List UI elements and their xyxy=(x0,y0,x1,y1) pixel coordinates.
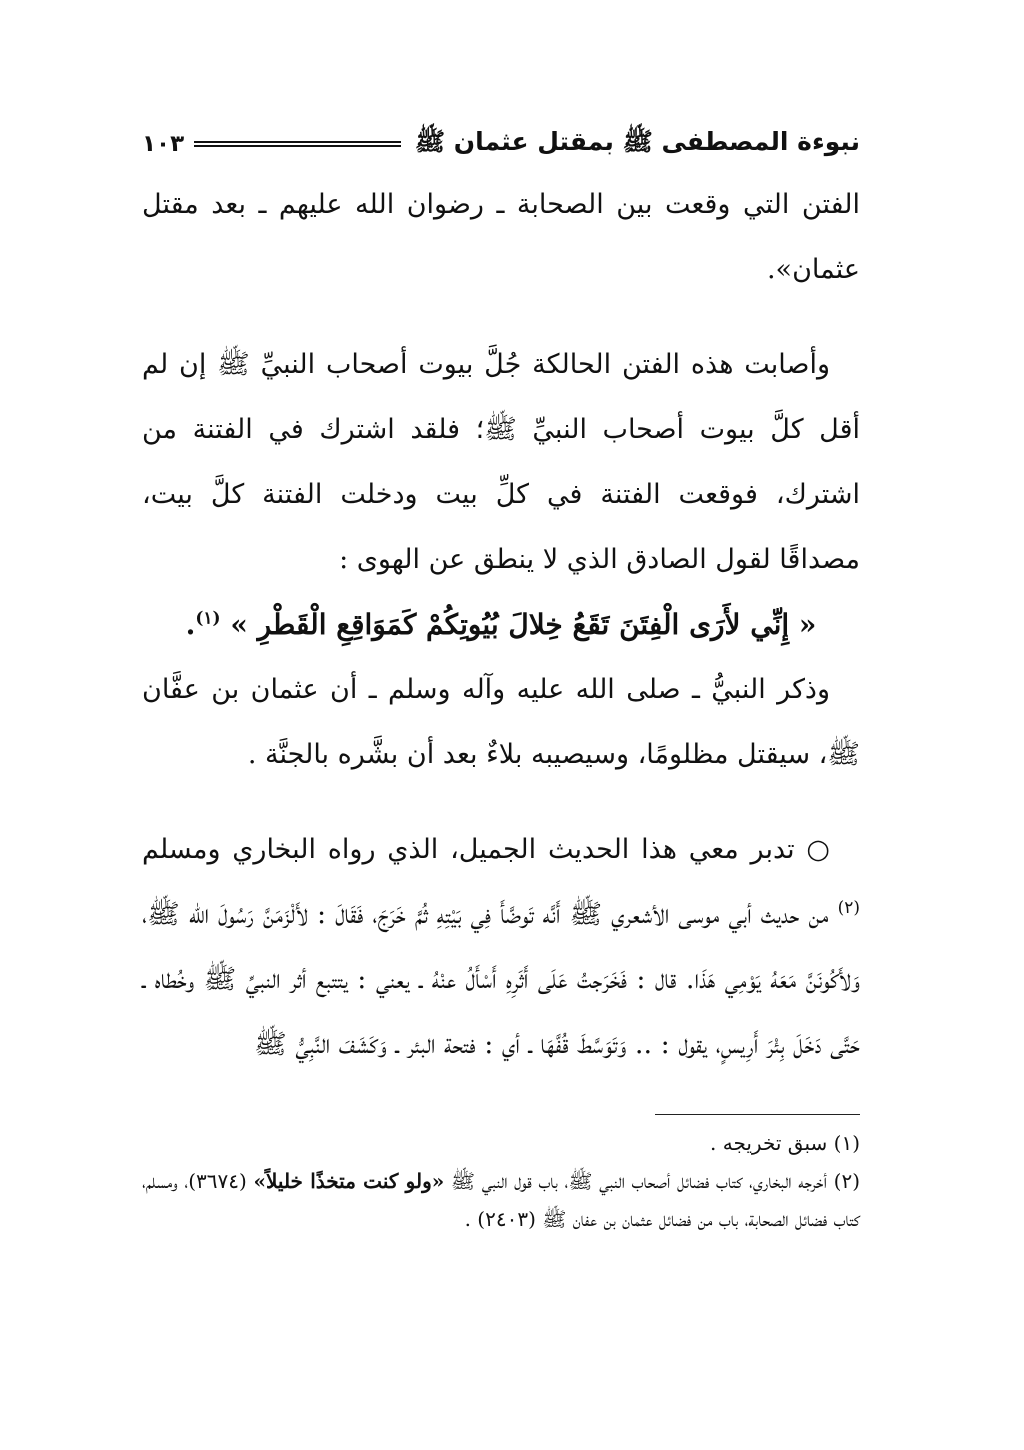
header-title: نبوءة المصطفى ﷺ بمقتل عثمان ﷺ xyxy=(414,126,860,156)
footnote-ref-2: (٢) xyxy=(837,898,860,918)
paragraph-1: الفتن التي وقعت بين الصحابة ـ رضوان الله عليهم ـ بعد مقتل عثمان». xyxy=(142,189,860,285)
paragraph-4 xyxy=(142,817,860,1077)
footnote-2-bold: «ولو كنت متخذًا خليلاً» xyxy=(253,1169,445,1193)
running-header xyxy=(142,122,860,166)
footnote-1: (١) سبق تخريجه . xyxy=(710,1131,860,1155)
paragraph-4-start: ○ تدبر معي هذا الحديث الجميل، الذي رواه البخاري ومسلم xyxy=(142,834,830,865)
paragraph-2: وأصابت هذه الفتن الحالكة جُلَّ بيوت أصحاب النبيِّ ﷺ إن لم أقل كلَّ بيوت أصحاب النبيِّ ﷺ؛ فلقد اشترك في الفتنة من اشترك، فوقعت الفتنة في كلِّ بيت ودخلت الفتنة كلَّ بيت، مصداقًا لقول الصادق الذي لا ينطق عن الهوى : xyxy=(142,349,860,575)
paragraph-4-rest: من حديث أبي موسى الأشعري ﷺ أَنَّه تَوضَّأَ فِي بَيْتِهِ ثُمَّ خَرَجَ، فَقَالَ : لأَلْزَمَنَّ رَسُولَ الله ﷺ، وَلأَكُونَنَّ مَعَهُ يَوْمِي هَذَا. قال : فَخَرَجتُ عَلَى أَثَرِهِ أَسْأَلُ عنْهُ ـ يعني : يتتبع أثر النبيِّ ﷺ وخُطاه ـ حَتَّى دَخَلَ بِئْرَ أَرِيسٍ، يقول : .. وَتَوَسَّطَ قُفَّهَا ـ أي : فتحة البئر ـ وَكَشَفَ النَّبِيُّ ﷺ xyxy=(142,899,860,1060)
hadith-quote: « إِنِّي لأَرَى الْفِتَنَ تَقَعُ خِلالَ بُيُوتِكُمْ كَمَوَاقِعِ الْقَطْرِ » $^{(١)}$. xyxy=(185,608,817,641)
footnote-ref-1: (١) xyxy=(195,608,221,629)
main-text xyxy=(142,172,860,1077)
footnote-2-part-b: (٣٦٧٤)، ومسلم، كتاب فضائل الصحابة، باب من فضائل عثمان بن عفان ﷺ (٢٤٠٣) . xyxy=(142,1169,860,1231)
footnote-2 xyxy=(142,1162,860,1238)
page-number: ١٠٣ xyxy=(142,131,185,157)
footnote-2-part-a: (٢) أخرجه البخاري، كتاب فضائل أصحاب النبي ﷺ، باب قول النبي ﷺ xyxy=(450,1169,861,1193)
header-double-rule xyxy=(194,141,401,147)
footnote-separator xyxy=(655,1114,860,1115)
hadith-text: « إِنِّي لأَرَى الْفِتَنَ تَقَعُ خِلالَ بُيُوتِكُمْ كَمَوَاقِعِ الْقَطْرِ » xyxy=(230,608,817,641)
paragraph-3: وذكر النبيُّ ـ صلى الله عليه وآله وسلم ـ أن عثمان بن عفَّان ﷺ، سيقتل مظلومًا، وسيصيبه بلاءٌ بعد أن بشَّره بالجنَّة . xyxy=(142,674,860,770)
footnotes xyxy=(142,1124,860,1238)
